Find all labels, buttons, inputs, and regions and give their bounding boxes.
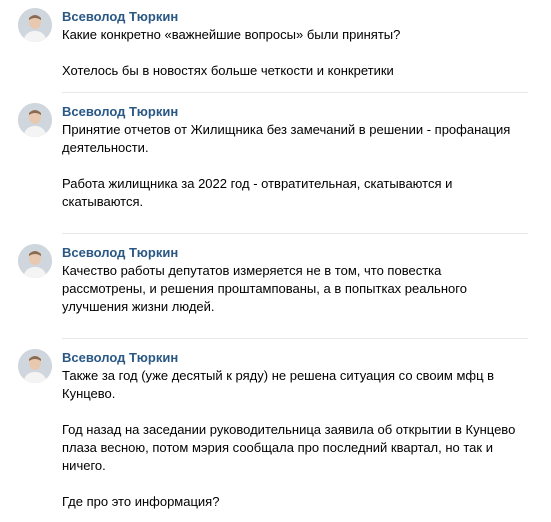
comment-body [62, 349, 528, 511]
comment-text [62, 121, 528, 211]
comment-paragraph: Также за год (уже десятый к ряду) не решена ситуация со своим мфц в Кунцево. [62, 368, 495, 401]
comment-paragraph: Качество работы депутатов измеряется не в том, что повестка рассмотрены, и решения проштампованы, а в попытках реального улучшения жизни людей. [62, 263, 467, 314]
comment-paragraph: Хотелось бы в новостях больше четкости и конкретики [62, 63, 394, 78]
comment-item [18, 349, 528, 511]
comment-text [62, 26, 528, 80]
comment-divider [62, 338, 528, 339]
comment-paragraph: Работа жилищника за 2022 год - отвратительная, скатываются и скатываются. [62, 176, 453, 209]
comment-body [62, 244, 528, 316]
author-name[interactable]: Всеволод Тюркин [62, 9, 179, 24]
avatar[interactable] [18, 8, 52, 42]
comment-paragraph: Где про это информация? [62, 494, 220, 509]
author-name[interactable]: Всеволод Тюркин [62, 350, 179, 365]
comment-text [62, 367, 528, 511]
comment-item [18, 8, 528, 93]
avatar[interactable] [18, 244, 52, 278]
avatar[interactable] [18, 349, 52, 383]
comment-paragraph: Какие конкретно «важнейшие вопросы» были приняты? [62, 27, 401, 42]
user-avatar-icon [18, 244, 52, 278]
author-name[interactable]: Всеволод Тюркин [62, 245, 179, 260]
comment-paragraph: Год назад на заседании руководительница заявила об открытии в Кунцево плаза весною, потом мэрия сообщала про последний квартал, но так и ничего. [62, 422, 516, 473]
user-avatar-icon [18, 103, 52, 137]
user-avatar-icon [18, 349, 52, 383]
comment-paragraph: Принятие отчетов от Жилищника без замечаний в решении - профанация деятельности. [62, 122, 511, 155]
comment-text [62, 262, 528, 316]
avatar[interactable] [18, 103, 52, 137]
comment-item [18, 244, 528, 339]
comment-body [62, 103, 528, 211]
author-name[interactable]: Всеволод Тюркин [62, 104, 179, 119]
comment-body [62, 8, 528, 80]
comment-divider [62, 92, 528, 93]
comment-item [18, 103, 528, 234]
user-avatar-icon [18, 8, 52, 42]
comment-divider [62, 233, 528, 234]
